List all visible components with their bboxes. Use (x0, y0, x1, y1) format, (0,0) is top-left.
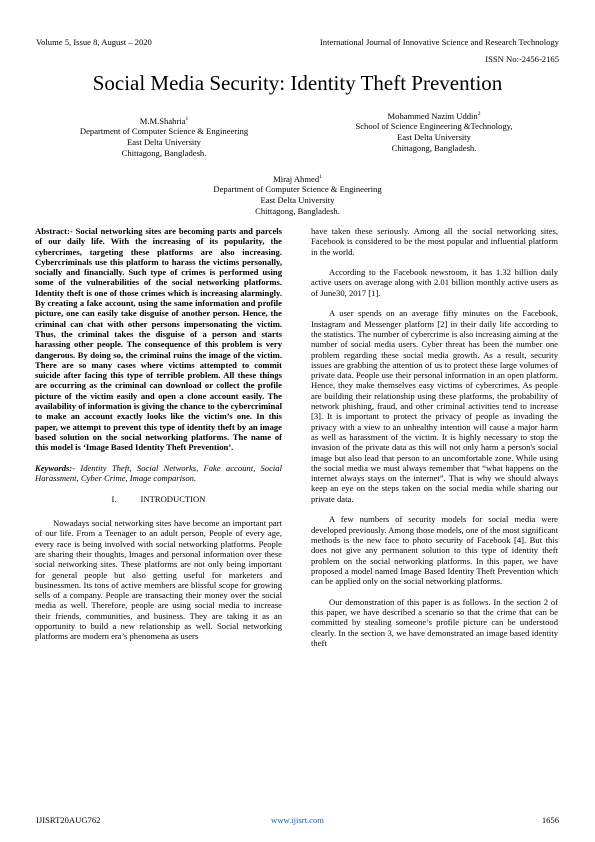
author-block (40, 114, 288, 158)
author-department: Department of Computer Science & Engineering (79, 126, 249, 137)
body-paragraph: A user spends on an average fifty minutes on the Facebook, Instagram and Messenger platform [2] in their daily life according to the statistics. The number of cybercrime is also increasing aiming at the number of social media users. Cyber threat has been the number one problem regarding these social media growth. As a result, security issues are grabbing the attention of us to protect these large volumes of private data. People use their personal information in an open platform. Hence, they make themselves easy victims of cybercrimes. As people are building their relationship using these platforms, the probability of network phishing, fraud, and other criminal activities tend to increase [3]. It is important to protect the privacy of people as invading the privacy with a view to an unhealthy intention will cause a major harm as well as harassment of the victim. It is highly necessary to stop the invasion of the private data as this will not only harm a person's social image but also lead that person to an uncomfortable zone. While using the social media we must always remember that “what happens on the internet always stays on the internet”. That is why we should always keep an eye on the steps taken on the social media while sharing our private data. (311, 308, 558, 504)
paper-title: Social Media Security: Identity Theft Prevention (92, 71, 503, 95)
author-location: Chittagong, Bangladesh. (121, 147, 207, 158)
section-number: I. (111, 493, 117, 504)
keywords-label: Keywords:- (35, 462, 76, 473)
author-affiliation-marker: 1 (185, 116, 189, 122)
header-volume: Volume 5, Issue 8, August – 2020 (36, 37, 152, 47)
body-paragraph: Our demonstration of this paper is as follows. In the section 2 of this paper, we have described a scenario so that the crime that can be committed by stealing someone’s profile picture can be understood clearly. In the section 3, we have demonstrated an image based identity theft (311, 596, 558, 648)
section-title: INTRODUCTION (140, 493, 206, 504)
author-department: Department of Computer Science & Engineering (213, 184, 382, 195)
author-department: School of Science Engineering &Technology, (355, 121, 513, 132)
author-block (150, 172, 445, 216)
header-issn: ISSN No:-2456-2165 (485, 54, 559, 64)
author-name: Mohammed Nazim Uddin (387, 110, 478, 121)
body-paragraph: have taken these seriously. Among all the social networking sites, Facebook is considered to be the most popular and influential platform in the world. (311, 226, 558, 257)
author-university: East Delta University (260, 195, 335, 206)
intro-paragraph: Nowadays social networking sites have become an important part of our life. From a Teenager to an adult person, People of every age, every race is being involved with social networking platforms. People are sharing their thoughts, Images and personal information over these social networking sites. These platforms are not only being important for general people but also getting useful for marketers and businessmen. Its tons of active members are blissful scope for growing sells of a company. People are transacting their money over the social media as well. Therefore, people are using social media to increase their friends, communities, and business. They are taking it as an opportunity to build a new relationship as well. Social networking platforms are modern era’s phenomena as users (35, 518, 282, 642)
right-column (311, 226, 558, 658)
author-university: East Delta University (127, 137, 201, 148)
body-paragraph: A few numbers of security models for social media were developed previously. Among those models, one of the most significant methods is the new face to photo security of Facebook [4]. But this does not give any permanent solution to this type of identity theft problem on the social networking platforms. In this paper, we have proposed a model named Image Based Identity Theft Prevention which can be applied only on the social networking platforms. (311, 514, 558, 587)
header-journal: International Journal of Innovative Science and Research Technology (319, 37, 559, 47)
author-location: Chittagong, Bangladesh. (391, 142, 477, 153)
section-heading (35, 494, 282, 504)
body-paragraph: According to the Facebook newsroom, it has 1.32 billion daily active users on average along with 2.01 billion monthly active users as of June30, 2017 [1]. (311, 267, 558, 298)
author-university: East Delta University (397, 132, 471, 143)
abstract: Abstract:- Social networking sites are becoming parts and parcels of our daily life. With the increasing of its popularity, the cybercrimes, targeting these platforms are also increasing. Cybercriminals use this platform to harass the victims personally, socially and financially. Such type of crimes is performed using some of the vulnerabilities of the social networking platforms. Identity theft is one of those crimes which is increasing alarmingly. By creating a fake account, using the same information and profile picture, one can easily take disguise of another person. Hence, the criminal can chat with other persons impersonating the victim. Thus, the criminal takes the disguise of a person and starts harassing other people. The consequence of this problem is very dangerous. By doing so, the criminal ruins the image of the victim. There are so many cases where victims attempted to commit suicide after facing this type of terrible problem. All these things are occurring as the criminal can download or collect the profile picture of the victim easily and open a clone account easily. The availability of information is giving the chance to the cybercriminal to make an account exactly looks like the victim’s one. In this paper, we attempt to prevent this type of identity theft by an image based solution on the social networking platforms. The name of this model is ‘Image Based Identity Theft Prevention’. (35, 226, 282, 453)
left-column (35, 226, 282, 652)
footer-paper-id: IJISRT20AUG762 (36, 815, 101, 825)
keywords-text: Identity Theft, Social Networks, Fake account, Social Harassment, Cyber Crime, Image comparison. (35, 462, 282, 484)
author-affiliation-marker: 2 (477, 111, 481, 117)
author-name: Miraj Ahmed (273, 173, 320, 184)
author-name: M.M.Shahria (139, 115, 186, 126)
footer-page-number: 1656 (541, 815, 559, 825)
footer-website-link[interactable]: www.ijisrt.com (271, 815, 324, 825)
author-affiliation-marker: 1 (319, 174, 322, 180)
author-block (310, 109, 558, 153)
keywords (35, 463, 282, 484)
author-location: Chittagong, Bangladesh. (255, 205, 340, 216)
